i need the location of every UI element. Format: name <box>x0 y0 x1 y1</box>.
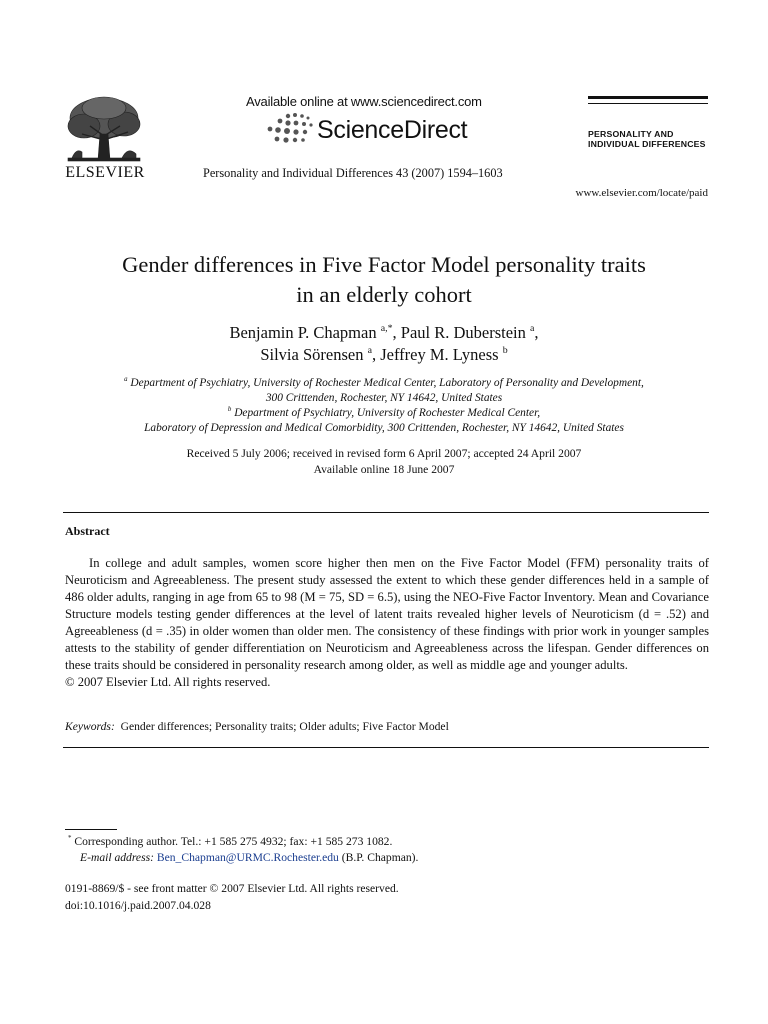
affiliation-text: Department of Psychiatry, University of Rochester Medical Center, <box>234 407 541 419</box>
keywords-label: Keywords: <box>65 720 115 733</box>
abstract-top-rule <box>63 512 709 513</box>
abstract-bottom-rule <box>63 747 709 748</box>
journal-name-line2: INDIVIDUAL DIFFERENCES <box>588 139 706 149</box>
journal-name <box>588 129 706 149</box>
journal-citation: Personality and Individual Differences 43 (2007) 1594–1603 <box>203 166 503 180</box>
sciencedirect-wordmark: ScienceDirect <box>317 116 468 144</box>
email-suffix: (B.P. Chapman). <box>341 851 419 864</box>
author-affiliation-mark[interactable]: b <box>502 345 508 357</box>
author-name[interactable]: Benjamin P. Chapman <box>229 323 377 342</box>
article-dates <box>40 446 728 477</box>
affiliations <box>40 376 728 436</box>
affiliation-a-line2: 300 Crittenden, Rochester, NY 14642, United States <box>265 392 503 404</box>
issn-line: 0191-8869/$ - see front matter © 2007 Elsevier Ltd. All rights reserved. <box>65 882 399 895</box>
journal-rule-thin <box>588 103 708 104</box>
article-title-line2: in an elderly cohort <box>296 282 472 307</box>
author-name[interactable]: Silvia Sörensen <box>260 345 364 364</box>
email-label: E-mail address: <box>80 851 154 864</box>
author-separator: , <box>392 323 401 342</box>
author-name[interactable]: Jeffrey M. Lyness <box>380 345 499 364</box>
publisher-name: ELSEVIER <box>65 164 145 181</box>
keywords <box>65 720 449 733</box>
doi-line[interactable]: doi:10.1016/j.paid.2007.04.028 <box>65 899 211 912</box>
affiliation-mark: a <box>124 376 128 384</box>
author-affiliation-mark[interactable]: a,* <box>380 323 393 335</box>
keywords-list: Gender differences; Personality traits; Older adults; Five Factor Model <box>120 720 449 733</box>
affiliation-mark: b <box>227 406 232 414</box>
journal-name-line1: PERSONALITY AND <box>588 129 674 139</box>
affiliation-b-line1 <box>40 406 728 421</box>
author-line1 <box>40 322 728 344</box>
article-title <box>40 250 728 310</box>
email-line <box>68 850 418 866</box>
footnote <box>68 834 418 866</box>
author-name[interactable]: Paul R. Duberstein <box>400 323 526 342</box>
author-separator: , <box>371 345 381 364</box>
corresponding-author-note <box>68 834 418 850</box>
front-matter <box>65 880 399 914</box>
abstract-heading: Abstract <box>65 524 110 538</box>
email-link[interactable]: Ben_Chapman@URMC.Rochester.edu <box>156 851 339 864</box>
author-list <box>40 322 728 366</box>
author-affiliation-mark[interactable]: a <box>367 345 372 357</box>
author-line2 <box>40 344 728 366</box>
journal-rule-thick <box>588 96 708 99</box>
affiliation-b-line2: Laboratory of Depression and Medical Comorbidity, 300 Crittenden, Rochester, NY 14642, United States <box>144 422 624 434</box>
abstract-body <box>65 555 709 691</box>
abstract-copyright: © 2007 Elsevier Ltd. All rights reserved. <box>65 675 271 689</box>
journal-url-link[interactable]: www.elsevier.com/locate/paid <box>575 187 708 199</box>
sciencedirect-dots-logo <box>264 112 314 146</box>
affiliation-a-line1 <box>40 376 728 391</box>
footnote-rule <box>65 829 117 830</box>
abstract-text: In college and adult samples, women score higher then men on the Five Factor Model (FFM) personality traits of Neuroticism and Agreeableness. The present study assessed the extent to which these gender differences held in a sample of 486 older adults, ranging in age from 65 to 98 (M = 75, SD = 6.5), using the NEO-Five Factor Inventory. Mean and Covariance Structure models testing gender differences at the level of latent traits revealed higher levels of Neuroticism (d = .52) and Agreeableness (d = .35) in older women than older men. The consistency of these findings with prior work in younger samples attests to the stability of gender differentiation on Neuroticism and Agreeableness across the lifespan. Gender differences on these traits should be considered in personality research among older, as well as middle age and younger adults. <box>65 556 709 672</box>
footnote-mark: * <box>68 834 72 843</box>
received-dates: Received 5 July 2006; received in revised form 6 April 2007; accepted 24 April 2007 <box>186 447 582 460</box>
affiliation-text: Department of Psychiatry, University of Rochester Medical Center, Laboratory of Personality and Development, <box>130 377 644 389</box>
corresponding-author-text: Corresponding author. Tel.: +1 585 275 4932; fax: +1 585 273 1082. <box>74 835 393 848</box>
article-title-line1: Gender differences in Five Factor Model personality traits <box>122 252 646 277</box>
available-date: Available online 18 June 2007 <box>313 462 455 476</box>
available-online-text[interactable]: Available online at www.sciencedirect.com <box>246 94 482 109</box>
author-affiliation-mark[interactable]: a <box>530 323 535 335</box>
author-separator: , <box>534 323 539 342</box>
